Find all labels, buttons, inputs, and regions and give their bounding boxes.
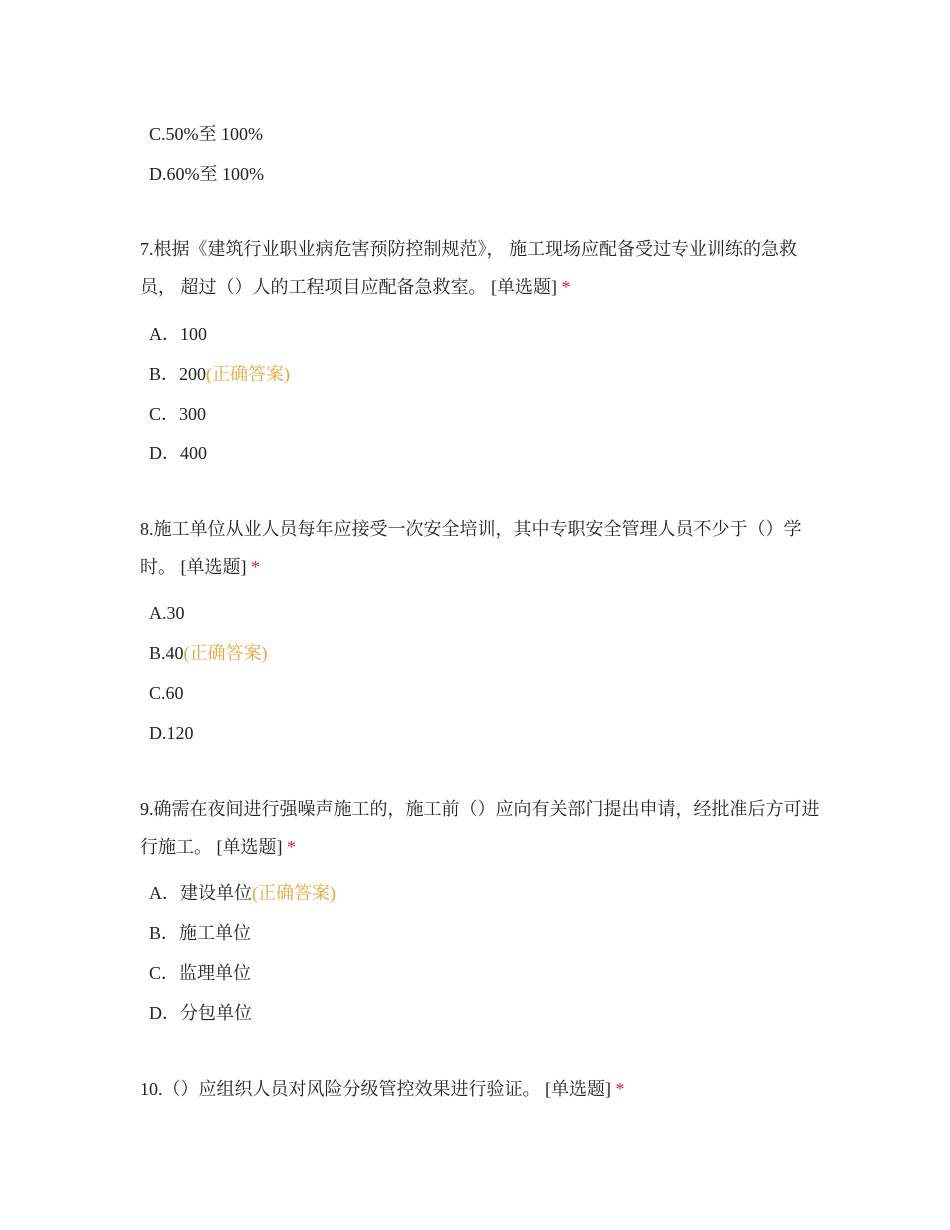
option-text: D.60%至 100% [149, 164, 264, 184]
question-type-tag: [单选题] [216, 837, 283, 857]
option-8-b [149, 641, 268, 665]
option-9-c [149, 961, 251, 985]
correct-answer-mark: (正确答案) [252, 883, 336, 903]
option-text: A．建设单位 [149, 883, 252, 903]
option-7-d [149, 441, 207, 465]
option-9-b [149, 921, 251, 945]
question-8 [140, 510, 820, 586]
option-text: D．分包单位 [149, 1003, 252, 1023]
option-text: C．300 [149, 404, 207, 424]
correct-answer-mark: (正确答案) [183, 643, 268, 663]
option-text: D.120 [149, 723, 194, 743]
required-mark: * [251, 557, 260, 577]
question-9 [140, 790, 820, 866]
option-text: B.40 [149, 643, 184, 663]
question-text: 10.（）应组织人员对风险分级管控效果进行验证。 [140, 1079, 541, 1099]
option-text: A.30 [149, 603, 185, 623]
option-7-b [149, 362, 290, 386]
option-7-a [149, 322, 207, 346]
question-type-tag: [单选题] [491, 277, 557, 297]
option-8-a [149, 601, 185, 625]
option-text: C.60 [149, 683, 184, 703]
question-7 [140, 230, 820, 306]
option-text: B．施工单位 [149, 923, 252, 943]
option-9-d [149, 1001, 252, 1025]
question-type-tag: [单选题] [545, 1079, 611, 1099]
option-prev-d [149, 162, 264, 186]
question-text: 7.根据《建筑行业职业病危害预防控制规范》， 施工现场应配备受过专业训练的急救员， 超过（）人的工程项目应配备急救室。 [140, 239, 797, 297]
question-type-tag: [单选题] [180, 557, 247, 577]
required-mark: * [615, 1079, 625, 1099]
option-text: C．监理单位 [149, 963, 252, 983]
correct-answer-mark: (正确答案) [206, 364, 291, 384]
option-8-c [149, 681, 184, 705]
option-7-c [149, 402, 206, 426]
option-text: C.50%至 100% [149, 124, 263, 144]
question-10 [140, 1070, 820, 1108]
question-text: 8.施工单位从业人员每年应接受一次安全培训，其中专职安全管理人员不少于（）学时。 [140, 519, 802, 577]
option-prev-c [149, 122, 263, 146]
option-text: B．200 [149, 364, 207, 384]
required-mark: * [287, 837, 296, 857]
option-9-a [149, 881, 336, 905]
option-text: A．100 [149, 324, 207, 344]
option-text: D．400 [149, 443, 207, 463]
required-mark: * [561, 277, 571, 297]
option-8-d [149, 721, 194, 745]
question-text: 9.确需在夜间进行强噪声施工的，施工前（）应向有关部门提出申请，经批准后方可进行施工。 [140, 799, 820, 857]
